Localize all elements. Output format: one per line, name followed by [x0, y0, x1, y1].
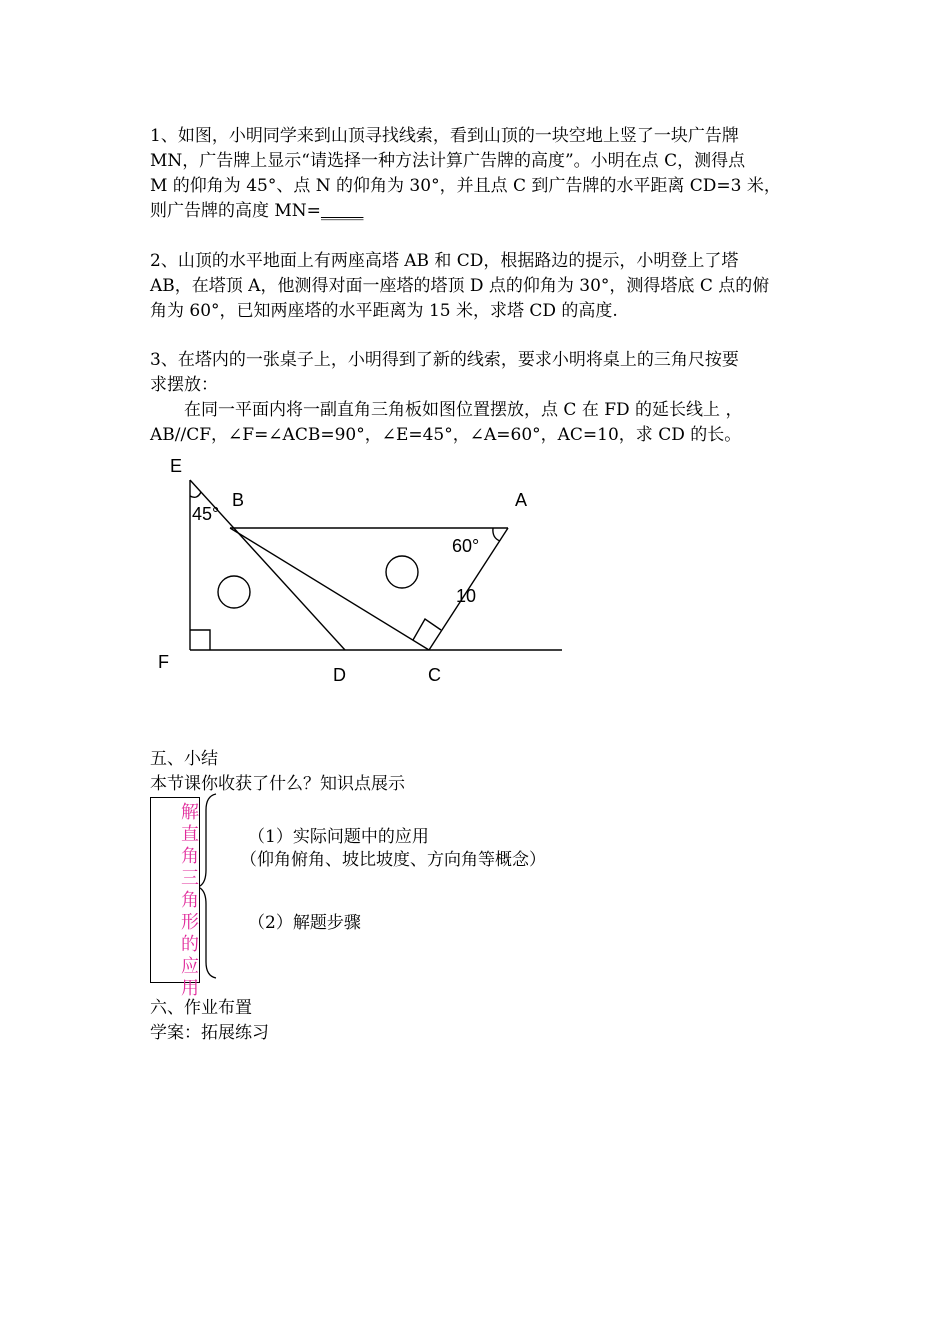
section-6-title: 六、作业布置	[150, 998, 252, 1018]
triangle-rulers-figure	[150, 450, 580, 690]
angle-arc-e	[190, 492, 201, 497]
problem-1-line-4	[150, 199, 810, 224]
label-angle-e: 45°	[192, 504, 220, 524]
summary-vertical-char: 三	[181, 868, 199, 889]
summary-vertical-char: 的	[181, 934, 199, 955]
problem-1-line-1: 1、如图，小明同学来到山顶寻找线索，看到山顶的一块空地上竖了一块广告牌	[150, 126, 739, 146]
ruler-hole-right	[386, 556, 418, 588]
problem-3-line-1: 3、在塔内的一张桌子上，小明得到了新的线索，要求小明将桌上的三角尺按要	[150, 350, 739, 370]
angle-arc-a	[493, 528, 500, 541]
section-6-content: 学案：拓展练习	[150, 1023, 269, 1043]
summary-vertical-char: 角	[181, 890, 199, 911]
section-5-title: 五、小结	[150, 749, 218, 769]
problem-2-line-2: AB，在塔顶 A，他测得对面一座塔的塔顶 D 点的仰角为 30°，测得塔底 C 点的俯	[150, 276, 770, 296]
problem-1-question: 则广告牌的高度 MN=	[150, 201, 321, 221]
problem-1-line-3: M 的仰角为 45°、点 N 的仰角为 30°，并且点 C 到广告牌的水平距离 CD=3 米，	[150, 176, 781, 196]
section-5-question: 本节课你收获了什么？知识点展示	[150, 774, 405, 794]
label-a: A	[515, 490, 528, 510]
problem-3-line-4: AB//CF，∠F=∠ACB=90°，∠E=45°，∠A=60°，AC=10，求 CD 的长。	[150, 425, 742, 445]
summary-vertical-char: 解	[181, 802, 199, 823]
label-b: B	[232, 490, 245, 510]
problem-3	[150, 348, 810, 448]
summary-vertical-char: 用	[181, 978, 199, 999]
summary-vertical-char: 角	[181, 846, 199, 867]
label-e: E	[170, 456, 183, 476]
label-side-ac: 10	[456, 586, 477, 606]
ruler-hole-left	[218, 576, 250, 608]
problem-2-line-3: 角为 60°，已知两座塔的水平距离为 15 米，求塔 CD 的高度.	[150, 301, 618, 321]
summary-vertical-char: 直	[181, 824, 199, 845]
answer-blank: _____	[320, 201, 364, 221]
label-c: C	[428, 665, 441, 685]
summary-vertical-char: 形	[181, 912, 199, 933]
problem-2-line-1: 2、山顶的水平地面上有两座高塔 AB 和 CD，根据路边的提示，小明登上了塔	[150, 251, 739, 271]
right-angle-mark-f	[190, 630, 210, 650]
problem-1	[150, 124, 810, 224]
summary-item-1-title: （1）实际问题中的应用	[248, 827, 429, 847]
segment-bc	[230, 528, 429, 650]
left-brace	[200, 790, 230, 980]
problem-3-line-2: 求摆放：	[150, 375, 218, 395]
problem-3-line-3: 在同一平面内将一副直角三角板如图位置摆放，点 C 在 FD 的延长线上 ，	[150, 400, 743, 420]
label-angle-a: 60°	[452, 536, 480, 556]
label-d: D	[333, 665, 346, 685]
summary-vertical-char: 应	[181, 956, 199, 977]
summary-vertical-title	[178, 802, 202, 1000]
summary-item-2-title: （2）解题步骤	[248, 913, 361, 933]
problem-2	[150, 249, 810, 324]
summary-item-1-detail: （仰角俯角、坡比坡度、方向角等概念）	[240, 850, 546, 870]
label-f: F	[158, 652, 169, 672]
problem-1-line-2: MN，广告牌上显示“请选择一种方法计算广告牌的高度”。小明在点 C，测得点	[150, 151, 746, 171]
